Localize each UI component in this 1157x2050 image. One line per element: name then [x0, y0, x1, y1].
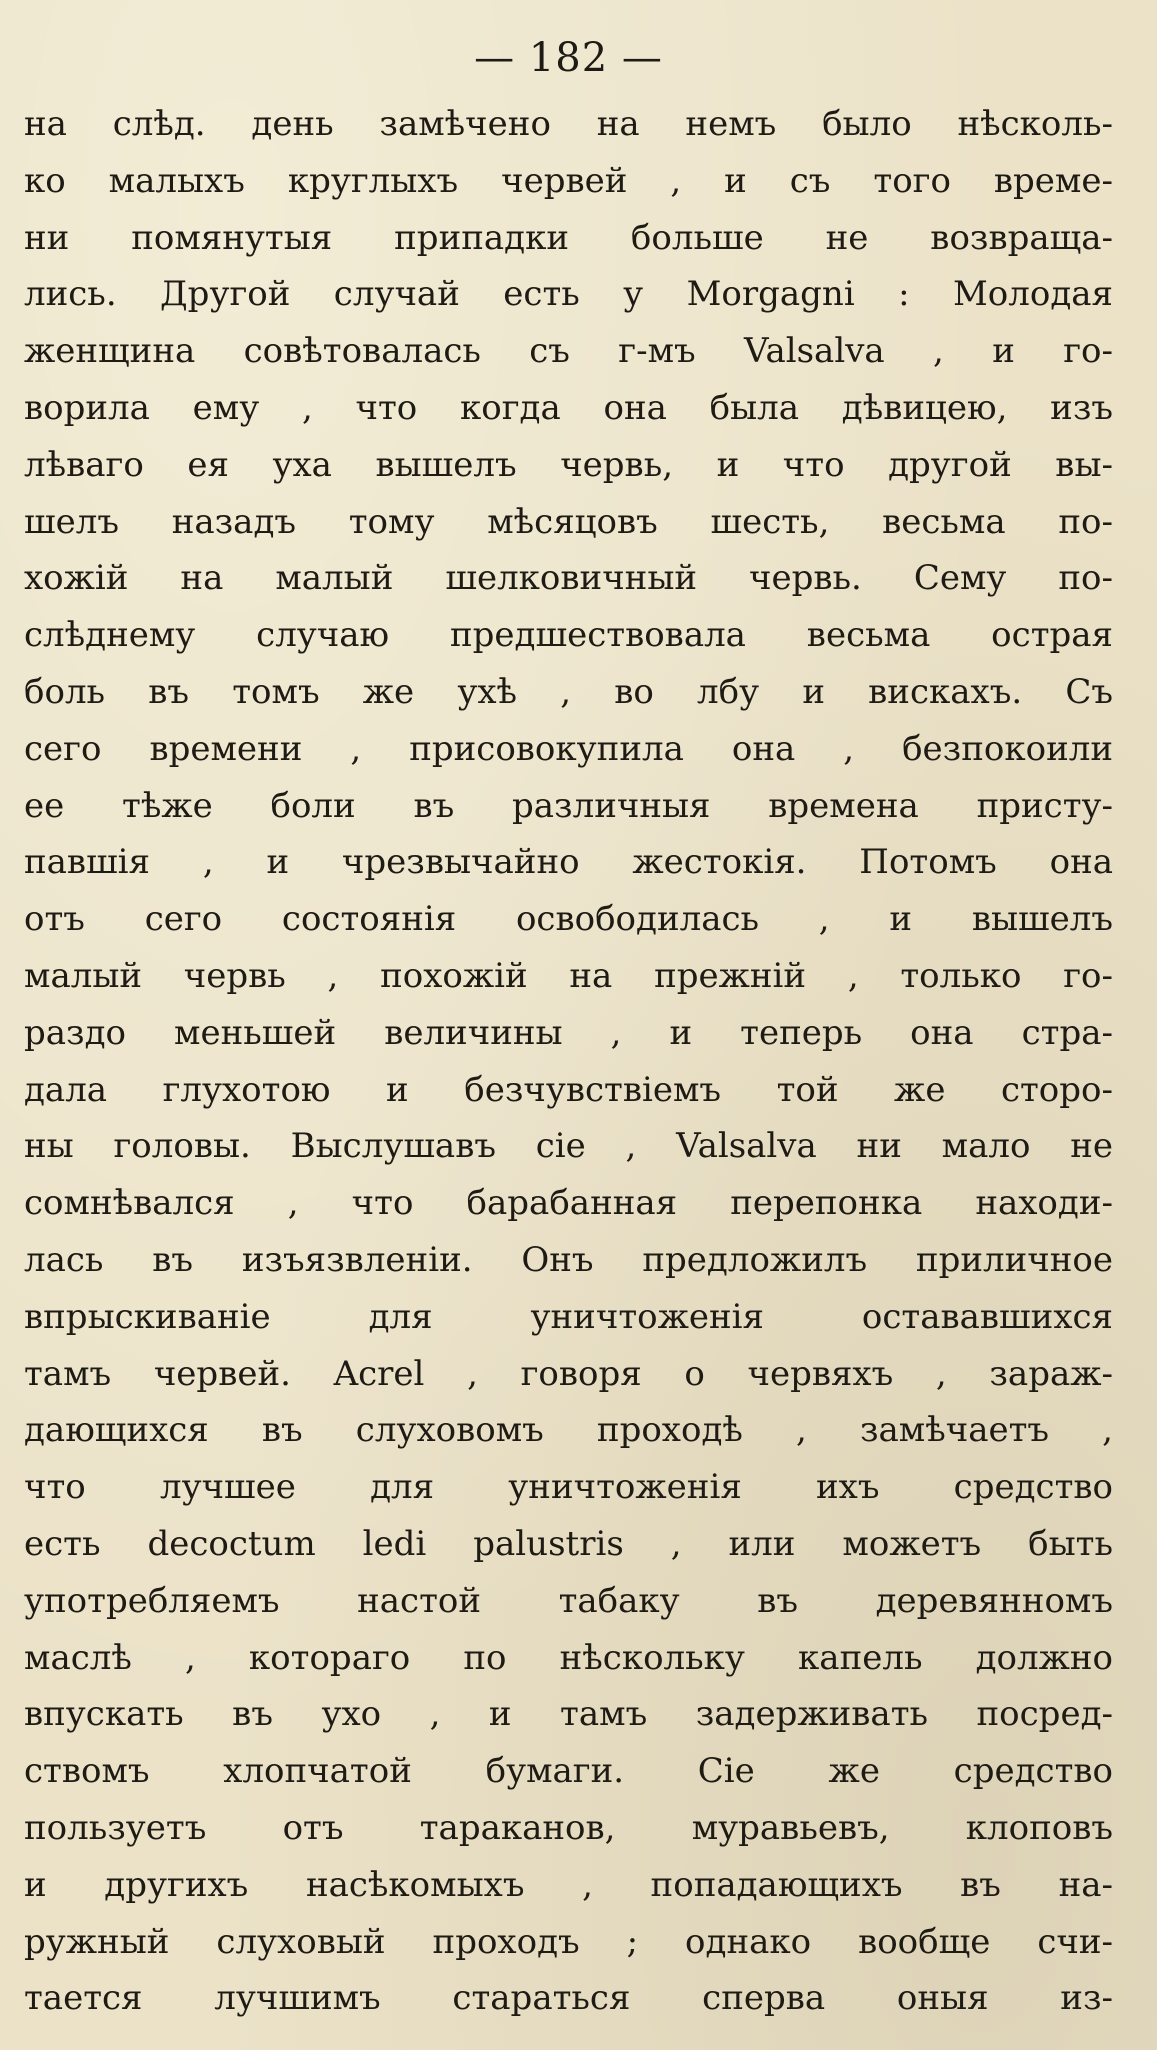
text-line: ее тѣже боли въ различныя времена присту-	[24, 785, 1113, 826]
text-line: впускать въ ухо , и тамъ задерживать посред-	[24, 1694, 1113, 1735]
text-line: тается лучшимъ стараться сперва оныя из-	[24, 1978, 1113, 2019]
text-line: на слѣд. день замѣчено на немъ было нѣсколь-	[24, 104, 1113, 144]
text-line: малый червь , похожій на прежній , только го-	[24, 955, 1113, 996]
text-line: отъ сего состоянія освободилась , и вышелъ	[24, 899, 1113, 940]
page-number: — 182 —	[474, 35, 663, 81]
text-line: пользуетъ отъ тараканов, муравьевъ, клоповъ	[24, 1807, 1113, 1848]
text-line: лись. Другой случай есть у Morgagni : Молодая	[24, 274, 1113, 315]
text-line: лѣваго ея уха вышелъ червь, и что другой вы-	[24, 444, 1113, 485]
text-line: впрыскиваніе для уничтоженія остававшихся	[24, 1296, 1113, 1337]
text-line: есть decoctum ledi palustris , или можетъ быть	[24, 1523, 1113, 1564]
body-text	[24, 96, 1113, 2027]
text-line: и другихъ насѣкомыхъ , попадающихъ въ на-	[24, 1864, 1113, 1905]
text-line: что лучшее для уничтоженія ихъ средство	[24, 1467, 1113, 1508]
text-line: маслѣ , котораго по нѣскольку капель должно	[24, 1637, 1113, 1678]
text-line: хожій на малый шелковичный червь. Сему по-	[24, 558, 1113, 599]
text-line: боль въ томъ же ухѣ , во лбу и вискахъ. Съ	[24, 671, 1113, 712]
text-line: павшія , и чрезвычайно жестокія. Потомъ она	[24, 842, 1113, 883]
text-line: употребляемъ настой табаку въ деревянномъ	[24, 1580, 1113, 1621]
text-line: шелъ назадъ тому мѣсяцовъ шесть, весьма по-	[24, 501, 1113, 542]
text-line: ко малыхъ круглыхъ червей , и съ того време-	[24, 160, 1113, 201]
text-line: ворила ему , что когда она была дѣвицею, изъ	[24, 387, 1113, 428]
text-line: тамъ червей. Acrel , говоря о червяхъ , зараж-	[24, 1353, 1113, 1394]
text-line: дающихся въ слуховомъ проходѣ , замѣчаетъ ,	[24, 1410, 1113, 1451]
text-line: слѣднему случаю предшествовала весьма острая	[24, 615, 1113, 656]
text-line: ни помянутыя припадки больше не возвраща-	[24, 217, 1113, 258]
text-line: ствомъ хлопчатой бумаги. Сіе же средство	[24, 1751, 1113, 1792]
text-line: дала глухотою и безчувствіемъ той же сторо-	[24, 1069, 1113, 1110]
text-line: лась въ изъязвленіи. Онъ предложилъ приличное	[24, 1239, 1113, 1280]
text-line: сего времени , присовокупила она , безпокоили	[24, 728, 1113, 769]
text-line: ны головы. Выслушавъ сіе , Valsalva ни мало не	[24, 1126, 1113, 1167]
text-line: раздо меньшей величины , и теперь она стра-	[24, 1012, 1113, 1053]
text-line: ружный слуховый проходъ ; однако вообще счи-	[24, 1921, 1113, 1962]
text-line: женщина совѣтовалась съ г-мъ Valsalva , и го-	[24, 331, 1113, 372]
text-line: сомнѣвался , что барабанная перепонка находи-	[24, 1183, 1113, 1224]
